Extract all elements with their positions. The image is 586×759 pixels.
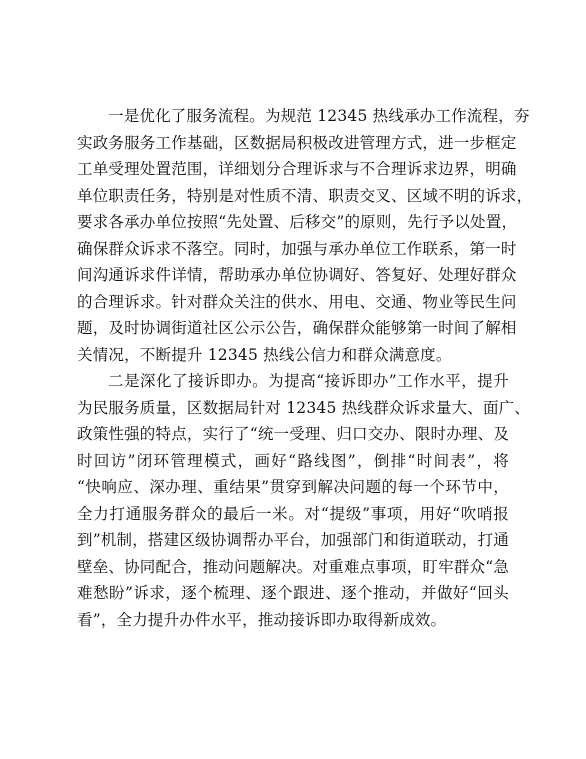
text-line: 看”，全力提升办件水平，推动接诉即办取得新成效。 [77, 610, 447, 629]
text-line: 为民服务质量，区数据局针对 12345 热线群众诉求量大、面广、 [77, 398, 531, 417]
text-line: 关情况，不断提升 12345 热线公信力和群众满意度。 [77, 345, 452, 364]
paragraph-service-process [77, 103, 533, 368]
text-line: 的合理诉求。针对群众关注的供水、用电、交通、物业等民生问 [77, 292, 517, 311]
text-line: 间沟通诉求件详情，帮助承办单位协调好、答复好、处理好群众 [77, 266, 517, 284]
text-line: 全力打通服务群众的最后一米。对“提级”事项，用好“吹哨报 [77, 504, 509, 523]
document-body [77, 103, 533, 633]
text-line: “快响应、深办理、重结果”贯穿到解决问题的每一个环节中， [77, 478, 509, 496]
text-line: 二是深化了接诉即办。为提高“接诉即办”工作水平，提升 [108, 372, 509, 390]
text-line: 工单受理处置范围，详细划分合理诉求与不合理诉求边界，明确 [77, 160, 517, 178]
text-line: 到”机制，搭建区级协调帮办平台，加强部门和街道联动，打通 [77, 531, 510, 549]
text-line: 壁垒、协同配合，推动问题解决。对重难点事项，盯牢群众“急 [77, 557, 510, 576]
text-line: 一是优化了服务流程。为规范 12345 热线承办工作流程，夯 [108, 107, 530, 125]
text-line: 难愁盼”诉求，逐个梳理、逐个跟进、逐个推动，并做好“回头 [77, 584, 509, 602]
text-line: 实政务服务工作基础，区数据局积极改进管理方式，进一步框定 [77, 133, 517, 152]
paragraph-complaint-handling [77, 368, 531, 633]
text-line: 政策性强的特点，实行了“统一受理、归口交办、限时办理、及 [77, 425, 510, 443]
text-line: 时回访”闭环管理模式，画好“路线图”，倒排“时间表”，将 [77, 451, 509, 470]
text-line: 要求各承办单位按照“先处置、后移交”的原则，先行予以处置， [77, 213, 518, 231]
text-line: 单位职责任务，特别是对性质不清、职责交叉、区域不明的诉求， [77, 186, 533, 205]
text-line: 确保群众诉求不落空。同时，加强与承办单位工作联系，第一时 [77, 239, 517, 258]
text-line: 题，及时协调街道社区公示公告，确保群众能够第一时间了解相 [77, 319, 517, 337]
